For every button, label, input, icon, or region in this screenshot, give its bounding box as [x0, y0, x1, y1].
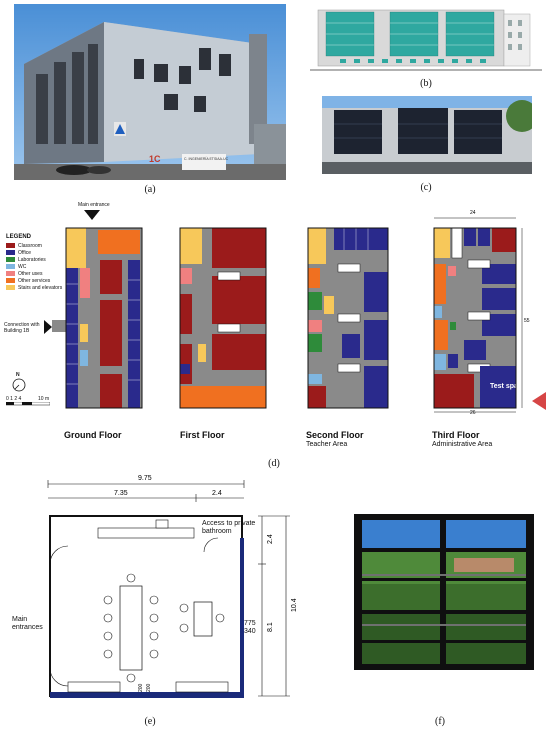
facade-elevation — [310, 4, 542, 76]
dim-200b-label: 200 — [146, 683, 152, 692]
legend-swatch — [6, 271, 15, 276]
second-floor-plan — [298, 224, 394, 412]
elevation-b — [310, 4, 542, 76]
caption-b: (b) — [420, 78, 432, 89]
window-photo — [354, 514, 534, 670]
test-space-label: Test space — [490, 383, 526, 390]
legend-label: Other uses — [18, 270, 43, 277]
scale-label: 0 1 2 4 — [6, 396, 22, 402]
floor-label-third: Third Floor — [432, 430, 480, 440]
scale-bar — [6, 402, 50, 406]
floor-sub-second: Teacher Area — [306, 441, 348, 448]
scale-end-label: 10 m — [38, 396, 50, 402]
dim-total-label: 9.75 — [138, 475, 152, 482]
dim-775-label: 775 — [244, 620, 256, 627]
dim-24-label: 24 — [470, 210, 476, 216]
dim-right-full-label: 10.4 — [291, 598, 298, 612]
legend-title: LEGEND — [6, 234, 32, 240]
floor-plans-d — [0, 196, 550, 466]
photo-a — [14, 4, 286, 180]
floor-label-ground: Ground Floor — [64, 430, 122, 440]
caption-f: (f) — [435, 716, 445, 727]
dim-55-label: 55 — [524, 318, 530, 324]
test-space-arrow-icon — [532, 392, 546, 410]
photo-c — [322, 96, 532, 174]
legend-swatch — [6, 285, 15, 290]
third-floor-plan — [424, 204, 534, 414]
legend-swatch — [6, 264, 15, 269]
facade-photo — [322, 96, 532, 174]
legend-swatch — [6, 278, 15, 283]
dim-26-label: 26 — [470, 410, 476, 416]
legend-label: Other services — [18, 277, 51, 284]
sign-1c: 1C — [149, 154, 161, 164]
connection-arrow-icon — [44, 320, 52, 334]
legend-label: Laboratories — [18, 256, 46, 263]
legend-swatch — [6, 243, 15, 248]
floor-sub-third: Administrative Area — [432, 441, 493, 448]
room-plan — [0, 468, 320, 708]
dim-200a-label: 200 — [138, 683, 144, 692]
dim-340-label: 340 — [244, 628, 256, 635]
photo-f — [354, 514, 534, 670]
legend-label: Office — [18, 249, 31, 256]
dim-right-mid-label: 8.1 — [267, 622, 274, 632]
first-floor-plan — [176, 224, 272, 412]
bathroom-access-label: Access to private bathroom — [202, 520, 256, 535]
main-entrance-arrow-icon — [84, 210, 100, 220]
dim-right-label: 2.4 — [212, 490, 222, 497]
north-label: N — [16, 372, 20, 378]
legend-swatch — [6, 250, 15, 255]
connection-label: Connection with Building 1B — [4, 322, 40, 334]
legend-label: Stairs and elevators — [18, 284, 63, 291]
main-entrance-label: Main entrance — [78, 202, 110, 208]
legend-swatch — [6, 257, 15, 262]
dim-right-top-label: 2.4 — [267, 534, 274, 544]
main-entrances-label: Main entrances — [12, 616, 43, 631]
caption-a: (a) — [144, 184, 156, 195]
ground-floor-plan — [52, 224, 148, 412]
legend-label: Classroom — [18, 242, 42, 249]
building-board: C. INGENIERÍA ETSIAA-UC — [184, 157, 229, 161]
north-compass-icon — [12, 378, 26, 392]
caption-e: (e) — [144, 716, 156, 727]
dim-left-label: 7.35 — [114, 490, 128, 497]
floor-label-first: First Floor — [180, 430, 225, 440]
room-plan-e — [0, 468, 320, 708]
legend-label: WC — [18, 263, 27, 270]
building-photo-a — [14, 4, 286, 180]
floor-label-second: Second Floor — [306, 430, 364, 440]
caption-d: (d) — [268, 458, 280, 469]
caption-c: (c) — [420, 182, 432, 193]
